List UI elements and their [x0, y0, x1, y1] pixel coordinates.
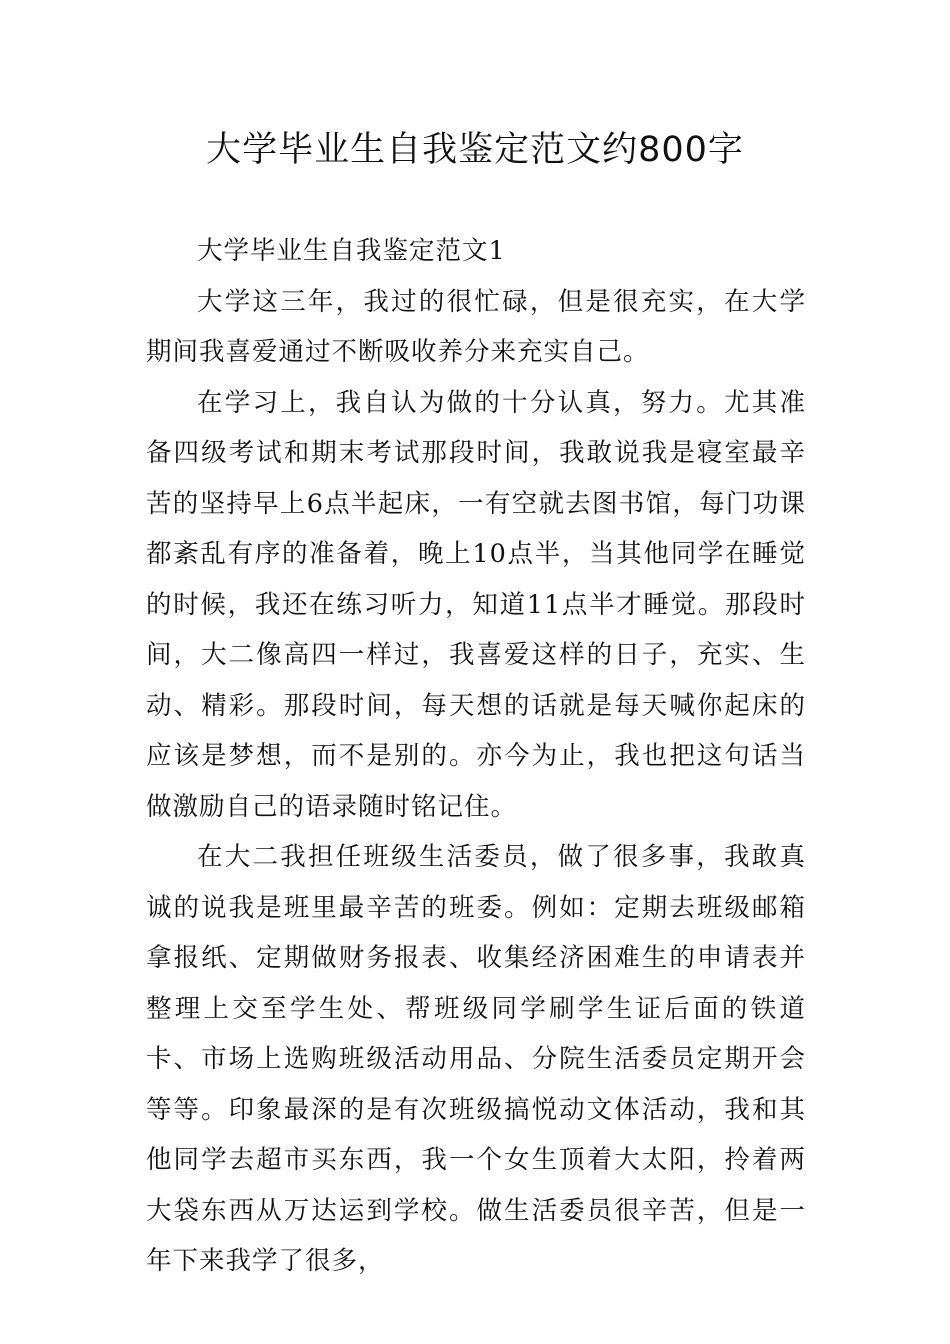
- paragraph: 大学这三年，我过的很忙碌，但是很充实，在大学期间我喜爱通过不断吸收养分来充实自己。: [146, 286, 806, 367]
- document-body: [146, 226, 806, 1287]
- paragraph: 在大二我担任班级生活委员，做了很多事，我敢真诚的说我是班里最辛苦的班委。例如：定期去班级邮箱拿报纸、定期做财务报表、收集经济困难生的申请表并整理上交至学生处、帮班级同学刷学生证后面的铁道卡、市场上选购班级活动用品、分院生活委员定期开会等等。印象最深的是有次班级搞悦动文体活动，我和其他同学去超市买东西，我一个女生顶着大太阳，拎着两大袋东西从万达运到学校。做生活委员很辛苦，但是一年下来我学了很多，: [146, 842, 806, 1276]
- section-heading: 大学毕业生自我鉴定范文1: [197, 236, 506, 266]
- document-title: 大学毕业生自我鉴定范文约800字: [206, 130, 744, 170]
- paragraph: 在学习上，我自认为做的十分认真，努力。尤其准备四级考试和期末考试那段时间，我敢说我是寝室最辛苦的坚持早上6点半起床，一有空就去图书馆，每门功课都紊乱有序的准备着，晚上10点半，当其他同学在睡觉的时候，我还在练习听力，知道11点半才睡觉。那段时间，大二像高四一样过，我喜爱这样的日子，充实、生动、精彩。那段时间，每天想的话就是每天喊你起床的应该是梦想，而不是别的。亦今为止，我也把这句话当做激励自己的语录随时铭记住。: [146, 387, 806, 822]
